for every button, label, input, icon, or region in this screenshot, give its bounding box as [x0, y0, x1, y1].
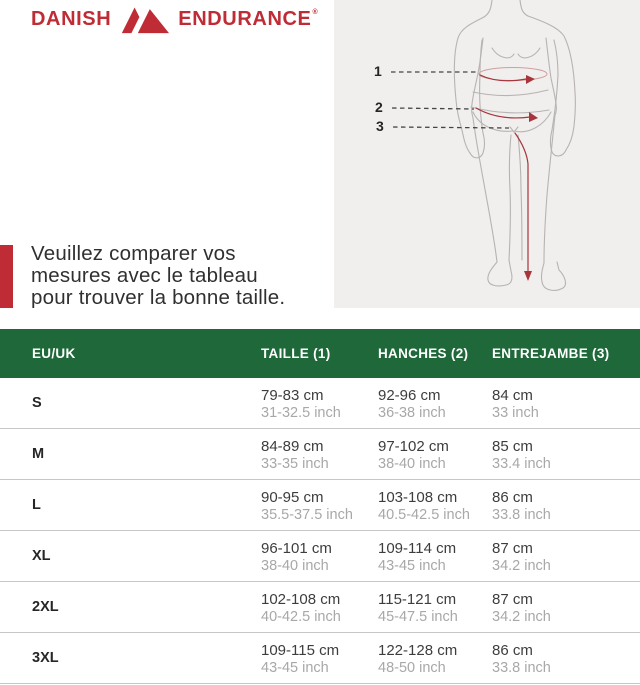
taille-inch: 31-32.5 inch: [261, 405, 341, 421]
size-label: L: [32, 497, 41, 513]
red-accent-bar: [0, 245, 13, 308]
intro-line: Veuillez comparer vos: [31, 242, 236, 265]
header-taille: TAILLE (1): [261, 346, 331, 361]
taille-cm: 109-115 cm: [261, 642, 340, 659]
taille-cell: [261, 582, 378, 626]
registered-trademark-symbol: ®: [312, 9, 318, 16]
hanches-cell: [378, 378, 492, 422]
hanches-cell: [378, 582, 492, 626]
table-row: [0, 378, 640, 429]
entrejambe-cm: 84 cm: [492, 387, 533, 404]
taille-cm: 90-95 cm: [261, 489, 324, 506]
hanches-cm: 97-102 cm: [378, 438, 449, 455]
taille-cm: 84-89 cm: [261, 438, 324, 455]
leader-lines: [391, 72, 509, 128]
size-label: XL: [32, 548, 51, 564]
taille-cell: [261, 378, 378, 422]
entrejambe-cm: 86 cm: [492, 489, 533, 506]
entrejambe-cell: [492, 378, 640, 422]
taille-inch: 33-35 inch: [261, 456, 329, 472]
size-table: [0, 329, 640, 684]
header-entrejambe: ENTREJAMBE (3): [492, 346, 610, 361]
brand-logo: [31, 3, 318, 35]
intro-text: [31, 243, 285, 309]
hanches-cm: 92-96 cm: [378, 387, 441, 404]
taille-inch: 38-40 inch: [261, 558, 329, 574]
brand-word-endurance: ENDURANCE: [178, 8, 312, 30]
header-hanches: HANCHES (2): [378, 346, 469, 361]
hanches-inch: 45-47.5 inch: [378, 609, 458, 625]
entrejambe-cm: 86 cm: [492, 642, 533, 659]
entrejambe-inch: 34.2 inch: [492, 609, 551, 625]
taille-cell: [261, 429, 378, 473]
hanches-inch: 38-40 inch: [378, 456, 446, 472]
taille-cm: 96-101 cm: [261, 540, 332, 557]
hanches-cell: [378, 531, 492, 575]
hanches-inch: 48-50 inch: [378, 660, 446, 676]
entrejambe-cm: 87 cm: [492, 540, 533, 557]
hanches-cm: 122-128 cm: [378, 642, 458, 659]
size-label: S: [32, 395, 42, 411]
size-label: M: [32, 446, 45, 462]
intro-line: mesures avec le tableau: [31, 264, 258, 287]
figure-label-1: 1: [374, 63, 382, 79]
hanches-cell: [378, 633, 492, 677]
taille-inch: 40-42.5 inch: [261, 609, 341, 625]
entrejambe-cell: [492, 480, 640, 524]
table-row: [0, 582, 640, 633]
taille-cell: [261, 633, 378, 677]
entrejambe-cell: [492, 582, 640, 626]
figure-label-2: 2: [375, 99, 383, 115]
hanches-inch: 36-38 inch: [378, 405, 446, 421]
brand-triangle-icon: [121, 4, 169, 35]
taille-cm: 102-108 cm: [261, 591, 341, 608]
entrejambe-inch: 33 inch: [492, 405, 539, 421]
body-outline: [454, 0, 575, 290]
figure-label-3: 3: [376, 118, 384, 134]
entrejambe-inch: 33.8 inch: [492, 507, 551, 523]
entrejambe-inch: 33.8 inch: [492, 660, 551, 676]
hanches-cm: 109-114 cm: [378, 540, 457, 557]
entrejambe-cell: [492, 531, 640, 575]
size-label: 3XL: [32, 650, 59, 666]
hanches-cell: [378, 480, 492, 524]
entrejambe-cm: 87 cm: [492, 591, 533, 608]
taille-inch: 35.5-37.5 inch: [261, 507, 353, 523]
entrejambe-inch: 34.2 inch: [492, 558, 551, 574]
table-row: [0, 480, 640, 531]
table-row: [0, 531, 640, 582]
hanches-cm: 103-108 cm: [378, 489, 458, 506]
table-row: [0, 429, 640, 480]
taille-cell: [261, 480, 378, 524]
taille-inch: 43-45 inch: [261, 660, 329, 676]
table-row: [0, 633, 640, 684]
brand-word-danish: DANISH: [31, 8, 112, 30]
taille-cm: 79-83 cm: [261, 387, 324, 404]
entrejambe-cell: [492, 633, 640, 677]
hanches-inch: 43-45 inch: [378, 558, 446, 574]
entrejambe-inch: 33.4 inch: [492, 456, 551, 472]
size-label: 2XL: [32, 599, 59, 615]
header-eu-uk: EU/UK: [32, 346, 76, 361]
entrejambe-cm: 85 cm: [492, 438, 533, 455]
taille-cell: [261, 531, 378, 575]
hanches-cell: [378, 429, 492, 473]
intro-line: pour trouver la bonne taille.: [31, 286, 286, 309]
male-figure-diagram: [334, 0, 640, 308]
measurement-figure-panel: [334, 0, 640, 308]
hanches-inch: 40.5-42.5 inch: [378, 507, 470, 523]
arrowheads: [524, 75, 538, 281]
entrejambe-cell: [492, 429, 640, 473]
hanches-cm: 115-121 cm: [378, 591, 457, 608]
table-header-row: [0, 329, 640, 378]
